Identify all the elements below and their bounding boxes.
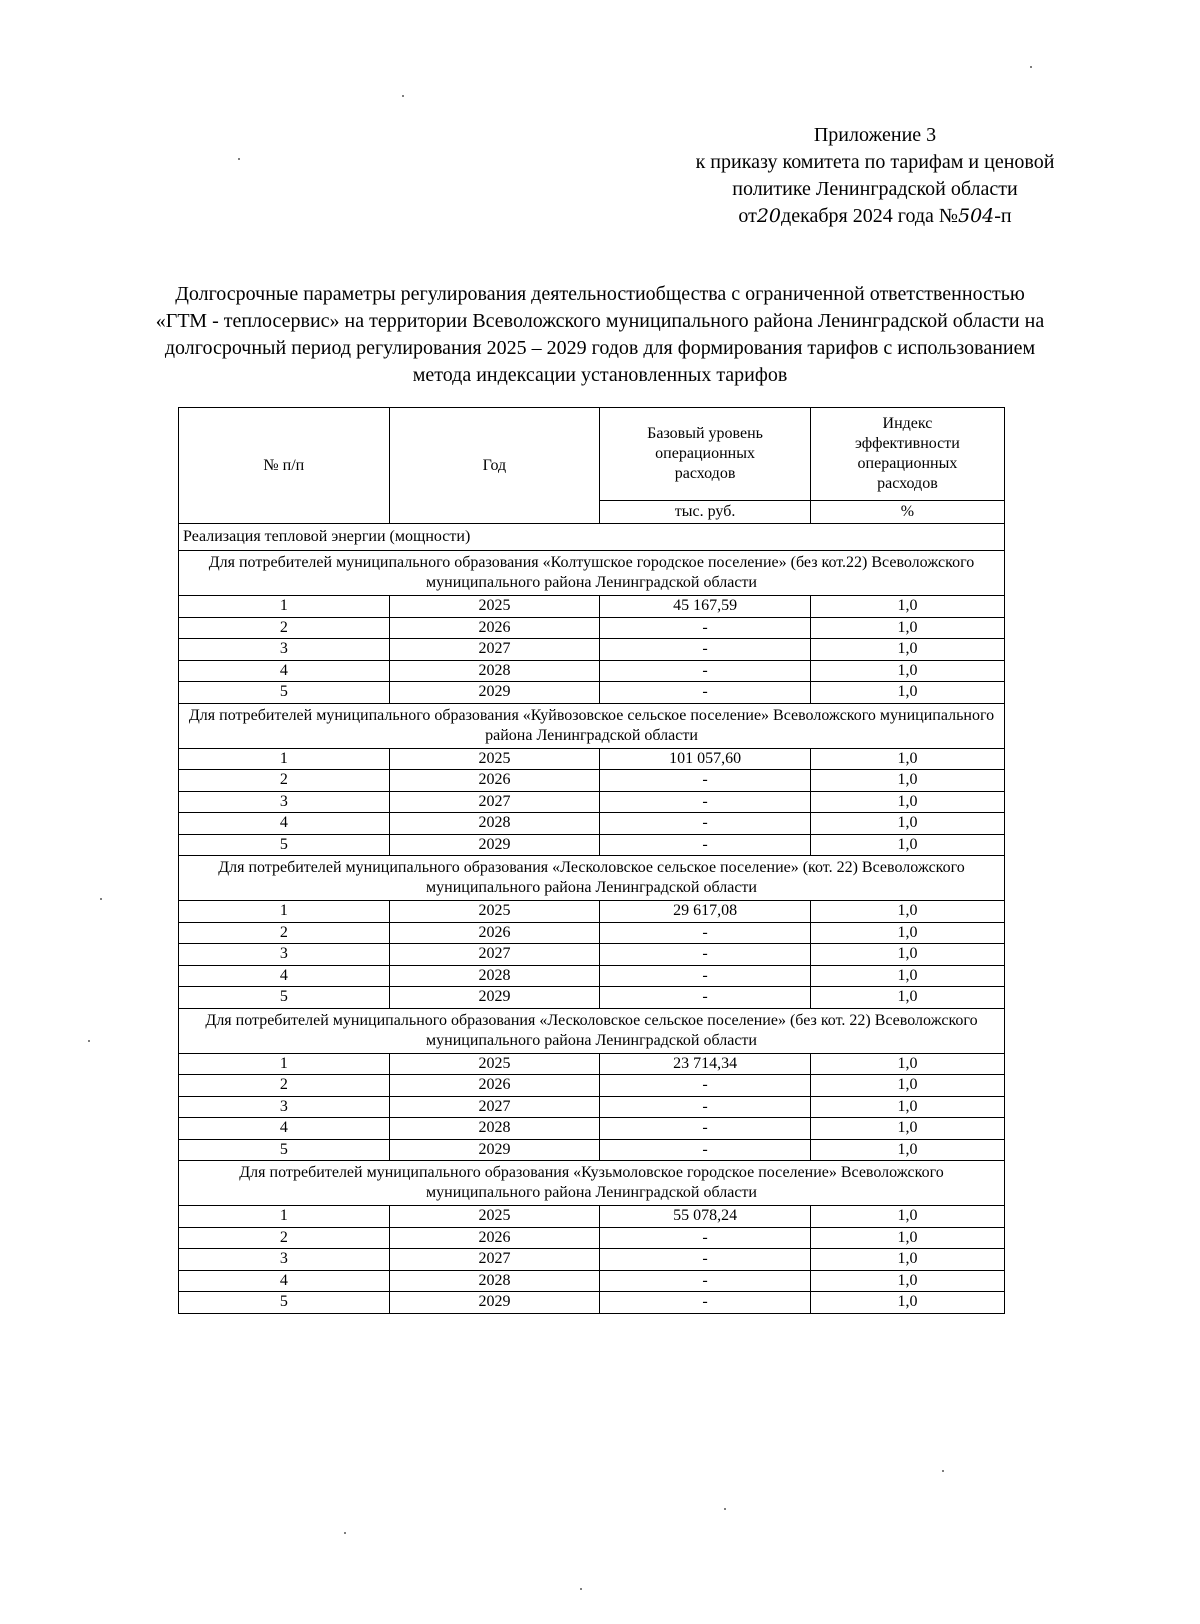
cell-index: 1,0	[810, 1139, 1004, 1161]
cell-base: -	[600, 813, 811, 835]
cell-num: 3	[179, 1249, 390, 1271]
cell-base: -	[600, 791, 811, 813]
cell-base: -	[600, 682, 811, 704]
title-line-2: «ГТМ - теплосервис» на территории Всеволожского муниципального района Ленинградской области на	[155, 310, 1045, 332]
cell-num: 5	[179, 1139, 390, 1161]
cell-year: 2026	[389, 770, 600, 792]
table-row	[179, 639, 1005, 661]
table-row	[179, 748, 1005, 770]
cell-index: 1,0	[810, 1096, 1004, 1118]
cell-base: -	[600, 965, 811, 987]
table-row	[179, 1249, 1005, 1271]
cell-index: 1,0	[810, 813, 1004, 835]
title-line-3: долгосрочный период регулирования 2025 – 2029 годов для формирования тарифов с использованием	[164, 337, 1036, 359]
table-row	[179, 1075, 1005, 1097]
cell-base: -	[600, 639, 811, 661]
cell-num: 1	[179, 596, 390, 618]
cell-year: 2025	[389, 1053, 600, 1075]
cell-base: -	[600, 944, 811, 966]
group-header-row	[179, 1161, 1005, 1206]
table-row	[179, 682, 1005, 704]
table-row	[179, 965, 1005, 987]
cell-year: 2028	[389, 660, 600, 682]
parameters-table	[178, 407, 1005, 1314]
cell-index: 1,0	[810, 639, 1004, 661]
header-row	[179, 408, 1005, 501]
cell-base: -	[600, 770, 811, 792]
cell-num: 1	[179, 1206, 390, 1228]
cell-year: 2026	[389, 1227, 600, 1249]
cell-index: 1,0	[810, 1270, 1004, 1292]
cell-index: 1,0	[810, 922, 1004, 944]
header-num: № п/п	[179, 408, 390, 524]
cell-index: 1,0	[810, 944, 1004, 966]
table-row	[179, 834, 1005, 856]
cell-base: -	[600, 1096, 811, 1118]
cell-num: 3	[179, 639, 390, 661]
section-row	[179, 524, 1005, 551]
cell-index: 1,0	[810, 596, 1004, 618]
cell-num: 1	[179, 1053, 390, 1075]
cell-num: 1	[179, 748, 390, 770]
cell-index: 1,0	[810, 901, 1004, 923]
header-year: Год	[389, 408, 600, 524]
cell-index: 1,0	[810, 1227, 1004, 1249]
cell-index: 1,0	[810, 1118, 1004, 1140]
group-title: Для потребителей муниципального образования «Куйвозовское сельское поселение» Всеволожского муниципального района Ленинградской области	[179, 703, 1005, 748]
cell-base: -	[600, 1118, 811, 1140]
cell-num: 3	[179, 944, 390, 966]
header-base-level: Базовый уровень операционных расходов	[600, 408, 811, 501]
order-suffix: -п	[994, 205, 1012, 227]
cell-year: 2029	[389, 987, 600, 1009]
cell-year: 2028	[389, 1270, 600, 1292]
cell-num: 4	[179, 965, 390, 987]
cell-year: 2025	[389, 1206, 600, 1228]
handwritten-day: 20	[756, 205, 782, 227]
cell-index: 1,0	[810, 770, 1004, 792]
cell-year: 2026	[389, 617, 600, 639]
table-row	[179, 660, 1005, 682]
appendix-committee: политике Ленинградской области	[732, 178, 1018, 200]
cell-index: 1,0	[810, 660, 1004, 682]
table-row	[179, 922, 1005, 944]
cell-num: 1	[179, 901, 390, 923]
cell-base: -	[600, 1075, 811, 1097]
cell-year: 2027	[389, 1096, 600, 1118]
cell-year: 2028	[389, 813, 600, 835]
cell-base: -	[600, 1139, 811, 1161]
table-row	[179, 1118, 1005, 1140]
table-row	[179, 901, 1005, 923]
cell-index: 1,0	[810, 1206, 1004, 1228]
cell-year: 2027	[389, 1249, 600, 1271]
cell-year: 2028	[389, 965, 600, 987]
unit-index: %	[810, 501, 1004, 524]
table-row	[179, 1227, 1005, 1249]
table-row	[179, 770, 1005, 792]
table-row	[179, 1053, 1005, 1075]
cell-base: -	[600, 922, 811, 944]
group-title: Для потребителей муниципального образования «Колтушское городское поселение» (без кот.22) Всеволожского муниципального района Ленинградской области	[179, 551, 1005, 596]
table-row	[179, 1292, 1005, 1314]
table-row	[179, 944, 1005, 966]
cell-index: 1,0	[810, 1053, 1004, 1075]
table-row	[179, 987, 1005, 1009]
table-row	[179, 1139, 1005, 1161]
cell-base: 45 167,59	[600, 596, 811, 618]
table-row	[179, 1096, 1005, 1118]
cell-num: 2	[179, 1227, 390, 1249]
cell-year: 2026	[389, 1075, 600, 1097]
handwritten-order-number: 504	[958, 205, 995, 227]
cell-year: 2025	[389, 596, 600, 618]
table-row	[179, 617, 1005, 639]
group-title: Для потребителей муниципального образования «Лесколовское сельское поселение» (без кот. 22) Всеволожского муниципального района Ленинградской области	[179, 1008, 1005, 1053]
cell-year: 2025	[389, 901, 600, 923]
cell-base: 55 078,24	[600, 1206, 811, 1228]
cell-index: 1,0	[810, 987, 1004, 1009]
header-efficiency-index: Индекс эффективности операционных расходов	[810, 408, 1004, 501]
cell-index: 1,0	[810, 1075, 1004, 1097]
cell-num: 5	[179, 682, 390, 704]
cell-num: 4	[179, 813, 390, 835]
appendix-header	[640, 122, 1110, 230]
cell-num: 5	[179, 987, 390, 1009]
section-title: Реализация тепловой энергии (мощности)	[179, 524, 1005, 551]
cell-year: 2027	[389, 944, 600, 966]
appendix-order-ref: к приказу комитета по тарифам и ценовой	[695, 151, 1055, 173]
cell-num: 3	[179, 791, 390, 813]
cell-year: 2027	[389, 639, 600, 661]
cell-index: 1,0	[810, 748, 1004, 770]
document-title	[40, 281, 1160, 389]
cell-year: 2029	[389, 834, 600, 856]
cell-index: 1,0	[810, 617, 1004, 639]
cell-base: -	[600, 834, 811, 856]
cell-index: 1,0	[810, 791, 1004, 813]
cell-index: 1,0	[810, 1292, 1004, 1314]
cell-num: 2	[179, 1075, 390, 1097]
cell-year: 2028	[389, 1118, 600, 1140]
cell-year: 2029	[389, 1139, 600, 1161]
group-title: Для потребителей муниципального образования «Кузьмоловское городское поселение» Всеволожского муниципального района Ленинградской области	[179, 1161, 1005, 1206]
cell-num: 3	[179, 1096, 390, 1118]
group-header-row	[179, 703, 1005, 748]
cell-base: -	[600, 617, 811, 639]
cell-index: 1,0	[810, 682, 1004, 704]
cell-index: 1,0	[810, 965, 1004, 987]
group-title: Для потребителей муниципального образования «Лесколовское сельское поселение» (кот. 22) Всеволожского муниципального района Ленинградской области	[179, 856, 1005, 901]
cell-num: 2	[179, 770, 390, 792]
cell-num: 5	[179, 834, 390, 856]
cell-base: -	[600, 660, 811, 682]
table-row	[179, 596, 1005, 618]
cell-base: -	[600, 987, 811, 1009]
table-row	[179, 1206, 1005, 1228]
group-header-row	[179, 1008, 1005, 1053]
cell-index: 1,0	[810, 834, 1004, 856]
cell-num: 5	[179, 1292, 390, 1314]
date-prefix: от	[738, 205, 757, 227]
appendix-title: Приложение 3	[813, 124, 937, 146]
cell-num: 2	[179, 617, 390, 639]
cell-base: -	[600, 1227, 811, 1249]
group-header-row	[179, 856, 1005, 901]
cell-base: 101 057,60	[600, 748, 811, 770]
cell-num: 4	[179, 1270, 390, 1292]
cell-num: 4	[179, 1118, 390, 1140]
title-line-4: метода индексации установленных тарифов	[412, 364, 788, 386]
table-row	[179, 813, 1005, 835]
cell-base: -	[600, 1249, 811, 1271]
table-row	[179, 1270, 1005, 1292]
title-line-1: Долгосрочные параметры регулирования деятельностиобщества с ограниченной ответственностью	[175, 283, 1025, 305]
unit-base: тыс. руб.	[600, 501, 811, 524]
cell-index: 1,0	[810, 1249, 1004, 1271]
cell-year: 2025	[389, 748, 600, 770]
cell-year: 2029	[389, 1292, 600, 1314]
cell-year: 2026	[389, 922, 600, 944]
appendix-date-line	[640, 203, 1110, 230]
cell-num: 4	[179, 660, 390, 682]
cell-year: 2027	[389, 791, 600, 813]
cell-base: -	[600, 1292, 811, 1314]
table-row	[179, 791, 1005, 813]
cell-year: 2029	[389, 682, 600, 704]
cell-num: 2	[179, 922, 390, 944]
group-header-row	[179, 551, 1005, 596]
cell-base: -	[600, 1270, 811, 1292]
date-rest: декабря 2024 года №	[781, 205, 958, 227]
cell-base: 23 714,34	[600, 1053, 811, 1075]
cell-base: 29 617,08	[600, 901, 811, 923]
